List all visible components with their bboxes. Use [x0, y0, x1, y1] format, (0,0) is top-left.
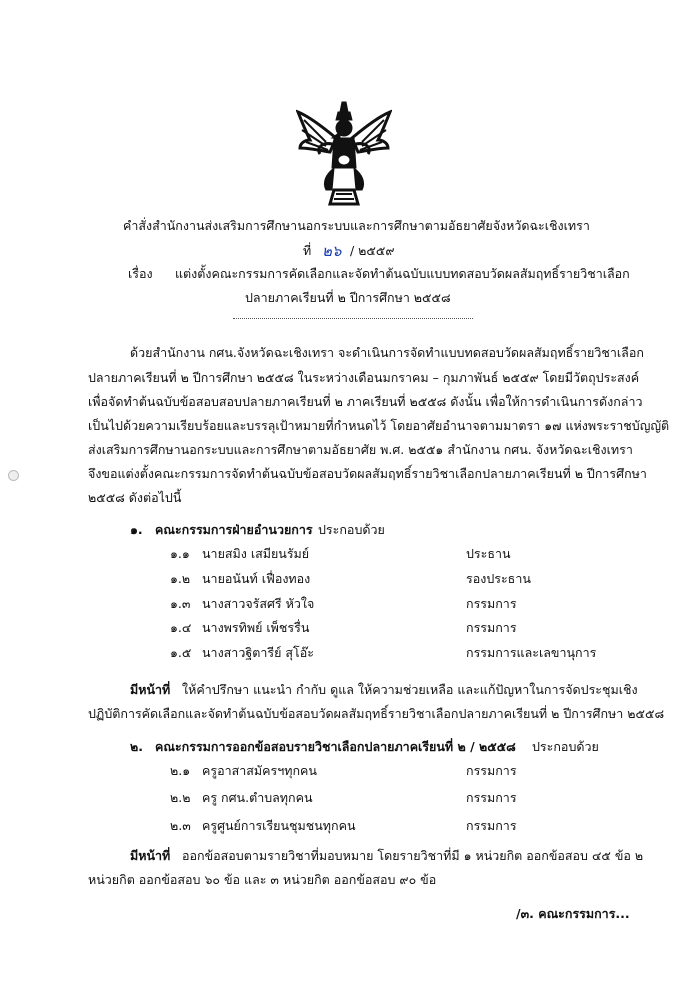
header-divider: [233, 318, 473, 319]
section1-member-name: นางสาวจรัสศรี หัวใจ: [202, 596, 315, 611]
section1-title: คณะกรรมการฝ่ายอำนวยการ: [155, 522, 313, 537]
subject-line-1: แต่งตั้งคณะกรรมการคัดเลือกและจัดทำต้นฉบับแบบทดสอบวัดผลสัมฤทธิ์รายวิชาเลือก: [175, 266, 630, 281]
section1-member-no: ๑.๕: [170, 645, 192, 660]
section2-member-no: ๒.๑: [170, 763, 191, 778]
intro-line-1: ด้วยสำนักงาน กศน.จังหวัดฉะเชิงเทรา จะดำเนินการจัดทำแบบทดสอบวัดผลสัมฤทธิ์รายวิชาเลือก: [130, 345, 644, 360]
intro-line-5: ส่งเสริมการศึกษานอกระบบและการศึกษาตามอัธยาศัย พ.ศ. ๒๕๕๑ สำนักงาน กศน. จังหวัดฉะเชิงเทรา: [88, 442, 633, 457]
section2-member-role: กรรมการ: [466, 763, 517, 778]
order-org-title: คำสั่งสำนักงานส่งเสริมการศึกษานอกระบบและการศึกษาตามอัธยาศัยจังหวัดฉะเชิงเทรา: [123, 218, 590, 233]
section1-member-no: ๑.๓: [170, 596, 191, 611]
section2-duty-label: มีหน้าที่: [130, 848, 171, 863]
order-number-handwritten: ๒๖: [322, 242, 342, 260]
section1-member-no: ๑.๔: [170, 620, 192, 635]
section2-member-name: ครู กศน.ตำบลทุกคน: [202, 790, 313, 805]
intro-line-3: เพื่อจัดทำต้นฉบับข้อสอบสอบปลายภาคเรียนที่ ๒ ภาคเรียนที่ ๒๕๕๘ ดังนั้น เพื่อให้การดำเนินการดังกล่าว: [88, 394, 643, 409]
section1-duty-line-2: ปฏิบัติการคัดเลือกและจัดทำต้นฉบับข้อสอบวัดผลสัมฤทธิ์รายวิชาเลือกปลายภาคเรียนที่ ๒ ปีการศึกษา ๒๕๕๘: [88, 706, 665, 721]
section2-member-no: ๒.๒: [170, 790, 191, 805]
section2-title: คณะกรรมการออกข้อสอบรายวิชาเลือกปลายภาคเรียนที่ ๒ / ๒๕๕๘: [155, 739, 516, 754]
subject-line-2: ปลายภาคเรียนที่ ๒ ปีการศึกษา ๒๕๕๘: [245, 290, 451, 305]
section1-member-no: ๑.๒: [170, 571, 191, 586]
section1-member-name: นางพรทิพย์ เพ็ชรรื่น: [202, 620, 310, 635]
section1-member-role: กรรมการ: [466, 620, 517, 635]
intro-line-4: เป็นไปด้วยความเรียบร้อยและบรรลุเป้าหมายที่กำหนดไว้ โดยอาศัยอำนาจตามมาตรา ๑๗ แห่งพระราชบัญญัติ: [88, 418, 670, 433]
section1-member-name: นายสมิง เสมียนรัมย์: [202, 546, 310, 561]
section1-number: ๑.: [130, 522, 143, 537]
section2-member-role: กรรมการ: [466, 790, 517, 805]
section2-member-role: กรรมการ: [466, 818, 517, 833]
section2-suffix: ประกอบด้วย: [532, 739, 599, 754]
intro-line-7: ๒๕๕๘ ดังต่อไปนี้: [88, 490, 182, 505]
section1-member-no: ๑.๑: [170, 546, 190, 561]
section2-number: ๒.: [130, 739, 143, 754]
order-number-prefix: ที่: [303, 243, 312, 258]
section1-member-role: ประธาน: [466, 546, 511, 561]
section2-member-name: ครูอาสาสมัครฯทุกคน: [202, 763, 317, 778]
section2-duty-line-1: ออกข้อสอบตามรายวิชาที่มอบหมาย โดยรายวิชาที่มี ๑ หน่วยกิต ออกข้อสอบ ๔๕ ข้อ ๒: [182, 848, 644, 863]
section1-duty-label: มีหน้าที่: [130, 682, 171, 697]
binder-hole-mark: [8, 470, 19, 481]
intro-line-2: ปลายภาคเรียนที่ ๒ ปีการศึกษา ๒๕๕๘ ในระหว่างเดือนมกราคม – กุมภาพันธ์ ๒๕๕๙ โดยมีวัตถุประสงค์: [88, 370, 640, 385]
section1-member-role: รองประธาน: [466, 571, 531, 586]
section1-duty-line-1: ให้คำปรึกษา แนะนำ กำกับ ดูแล ให้ความช่วยเหลือ และแก้ปัญหาในการจัดประชุมเชิง: [182, 682, 638, 697]
subject-label: เรื่อง: [128, 266, 153, 281]
section1-member-name: นายอนันท์ เฟื่องทอง: [202, 571, 311, 586]
section1-suffix: ประกอบด้วย: [318, 522, 385, 537]
order-number-year: / ๒๕๕๙: [350, 243, 395, 258]
page-continuation: /๓. คณะกรรมการ...: [516, 906, 630, 921]
section2-duty-line-2: หน่วยกิต ออกข้อสอบ ๖๐ ข้อ และ ๓ หน่วยกิต ออกข้อสอบ ๙๐ ข้อ: [88, 872, 437, 887]
section1-member-role: กรรมการและเลขานุการ: [466, 645, 597, 660]
section1-member-role: กรรมการ: [466, 596, 517, 611]
section2-member-name: ครูศูนย์การเรียนชุมชนทุกคน: [202, 818, 356, 833]
garuda-emblem-icon: [296, 98, 392, 208]
section1-member-name: นางสาวฐิตารีย์ สุโอ๊ะ: [202, 645, 314, 660]
section2-member-no: ๒.๓: [170, 818, 191, 833]
intro-line-6: จึงขอแต่งตั้งคณะกรรมการจัดทำต้นฉบับข้อสอบวัดผลสัมฤทธิ์รายวิชาเลือกปลายภาคเรียนที่ ๒ ปีการศึกษา: [88, 466, 647, 481]
